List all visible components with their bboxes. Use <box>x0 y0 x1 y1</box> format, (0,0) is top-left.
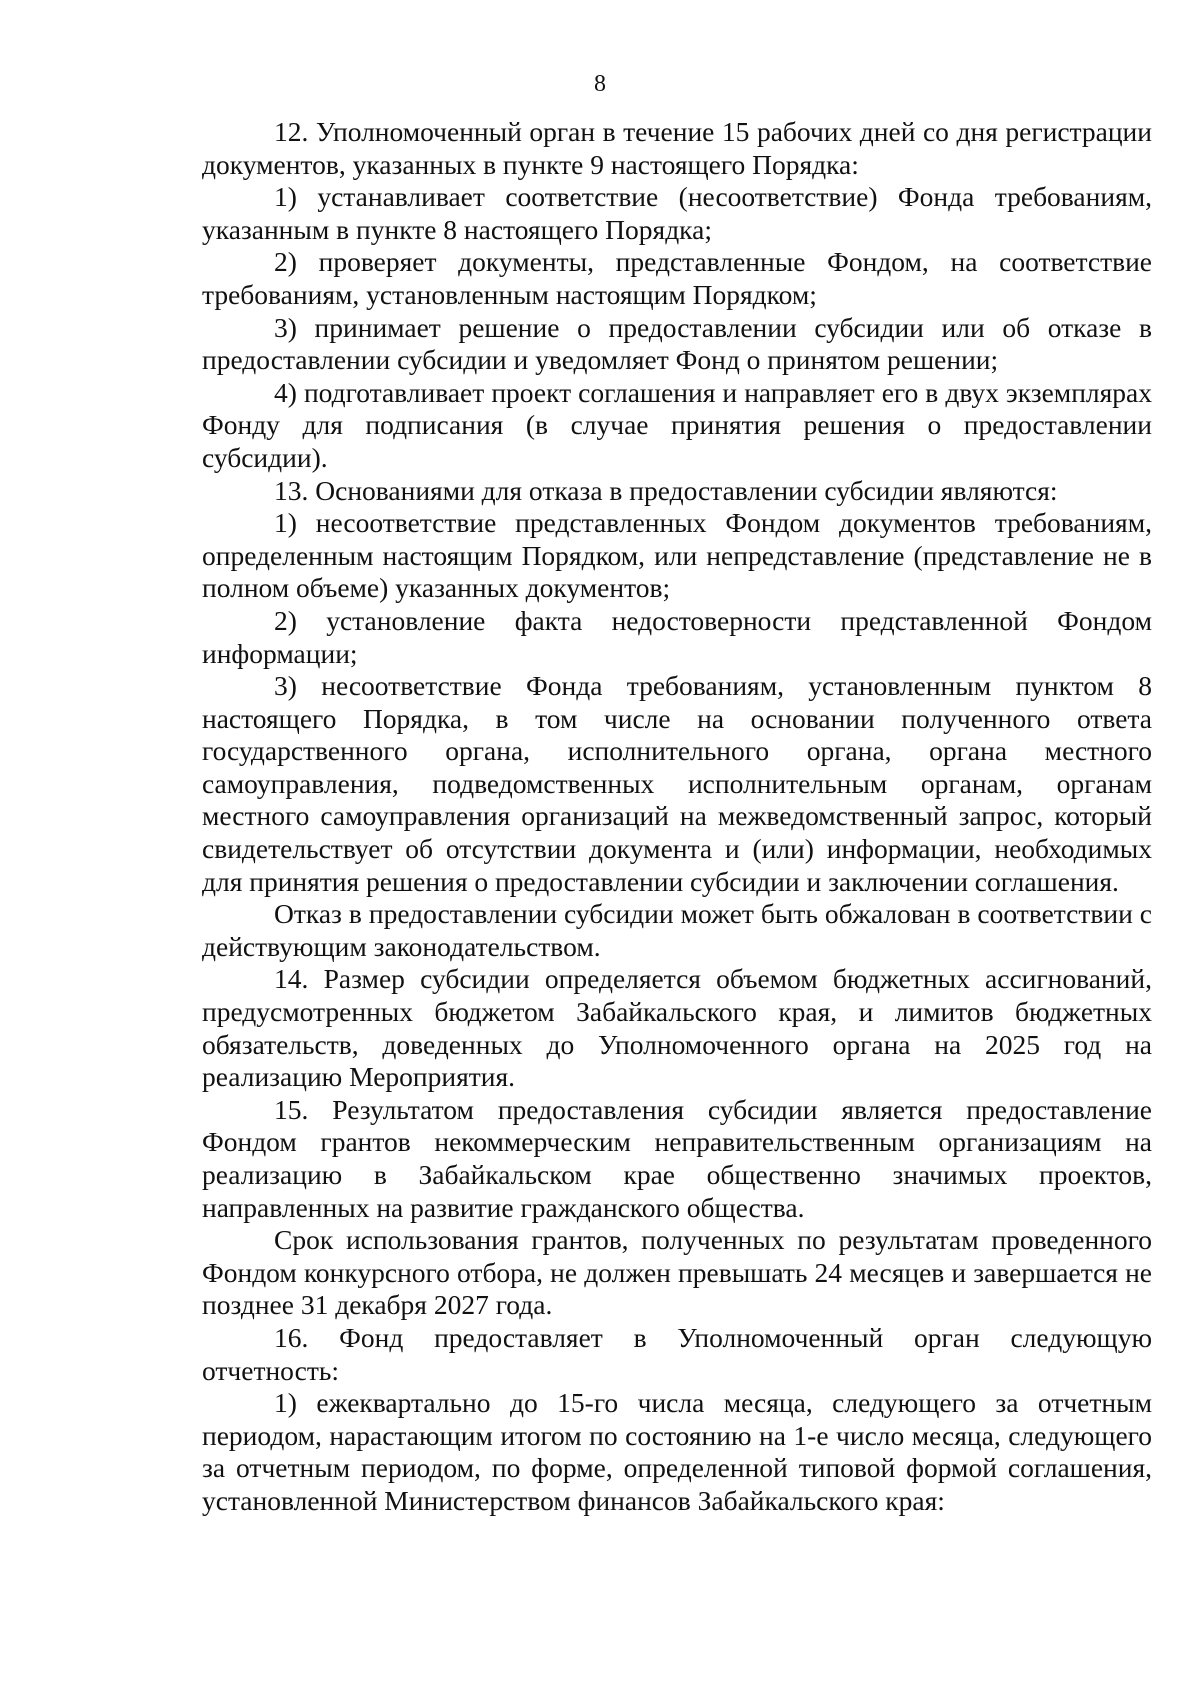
document-body <box>202 116 1152 1518</box>
paragraph-16: 16. Фонд предоставляет в Уполномоченный орган следующую отчетность: <box>202 1321 1152 1386</box>
page-number: 8 <box>594 71 606 97</box>
paragraph-12-item-4: 4) подготавливает проект соглашения и направляет его в двух экземплярах Фонду для подписания (в случае принятия решения о предоставлении субсидии). <box>202 376 1152 473</box>
paragraph-12-item-1: 1) устанавливает соответствие (несоответствие) Фонда требованиям, указанным в пункте 8 настоящего Порядка; <box>202 181 1152 245</box>
paragraph-16-item-1: 1) ежеквартально до 15-го числа месяца, следующего за отчетным периодом, нарастающим итогом по состоянию на 1-е число месяца, следующего за отчетным периодом, по форме, определенной типовой формой соглашения, установленной Министерством финансов Забайкальского края: <box>202 1387 1152 1516</box>
paragraph-13-item-2: 2) установление факта недостоверности представленной Фондом информации; <box>202 604 1152 669</box>
paragraph-15-note: Срок использования грантов, полученных по результатам проведенного Фондом конкурсного отбора, не должен превышать 24 месяцев и завершается не позднее 31 декабря 2027 года. <box>202 1224 1152 1321</box>
paragraph-14: 14. Размер субсидии определяется объемом бюджетных ассигнований, предусмотренных бюджетом Забайкальского края, и лимитов бюджетных обязательств, доведенных до Уполномоченного органа на 2025 год на реализацию Мероприятия. <box>202 963 1152 1093</box>
paragraph-13-item-1: 1) несоответствие представленных Фондом документов требованиям, определенным настоящим Порядком, или непредставление (представление не в полном объеме) указанных документов; <box>202 507 1152 604</box>
paragraph-13-item-3: 3) несоответствие Фонда требованиям, установленным пунктом 8 настоящего Порядка, в том числе на основании полученного ответа государственного органа, исполнительного органа, органа местного самоуправления, подведомственных исполнительным органам, органам местного самоуправления организаций на межведомственный запрос, который свидетельствует об отсутствии документа и (или) информации, необходимых для принятия решения о предоставлении субсидии и заключении соглашения. <box>202 670 1152 897</box>
paragraph-15: 15. Результатом предоставления субсидии является предоставление Фондом грантов некоммерческим неправительственным организациям на реализацию в Забайкальском крае общественно значимых проектов, направленных на развитие гражданского общества. <box>202 1093 1152 1223</box>
paragraph-12-item-2: 2) проверяет документы, представленные Фондом, на соответствие требованиям, установленным настоящим Порядком; <box>202 246 1152 310</box>
paragraph-12-item-3: 3) принимает решение о предоставлении субсидии или об отказе в предоставлении субсидии и уведомляет Фонд о принятом решении; <box>202 311 1152 376</box>
paragraph-12: 12. Уполномоченный орган в течение 15 рабочих дней со дня регистрации документов, указанных в пункте 9 настоящего Порядка: <box>202 116 1152 180</box>
paragraph-13: 13. Основаниями для отказа в предоставлении субсидии являются: <box>274 474 1058 506</box>
paragraph-13-note: Отказ в предоставлении субсидии может быть обжалован в соответствии с действующим законодательством. <box>202 898 1152 962</box>
